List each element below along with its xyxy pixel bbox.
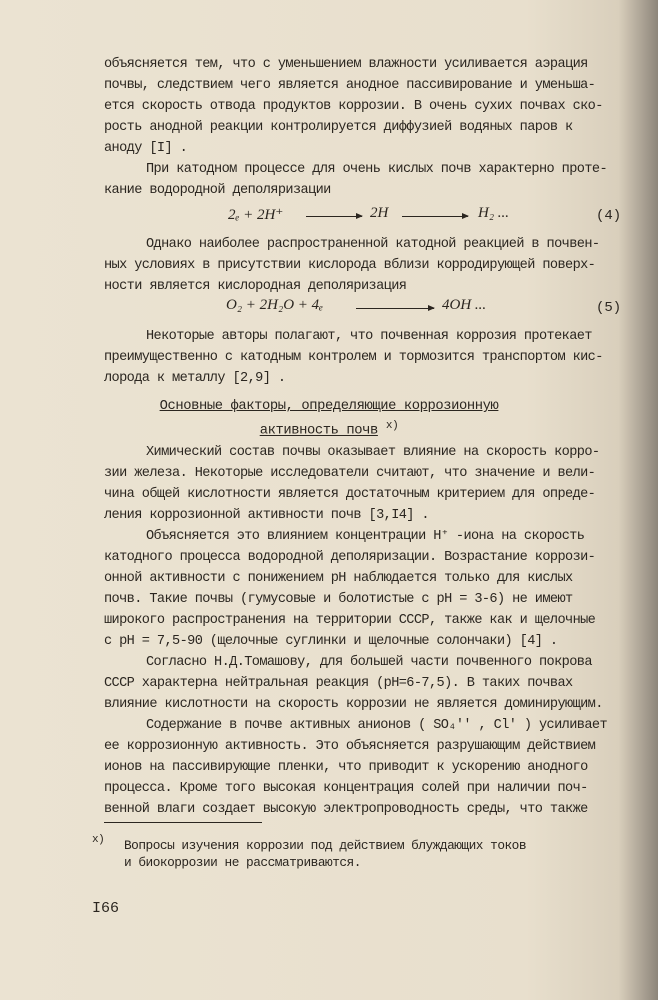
text-line: кание водородной деполяризации — [104, 183, 331, 198]
page-number: I66 — [92, 900, 120, 917]
arrow-icon — [356, 308, 434, 309]
eq4-left: 2ₑ + 2H⁺ — [228, 207, 284, 223]
footnote-marker: x) — [92, 834, 105, 846]
equation-number: (5) — [596, 300, 622, 316]
text-line: почвы, следствием чего является анодное пассивирование и уменьша- — [104, 78, 596, 93]
text-line: почв. Такие почвы (гумусовые и болотистые с pH = 3-6) не имеют — [104, 592, 573, 607]
arrow-icon — [306, 216, 362, 217]
text-line: При катодном процессе для очень кислых почв характерно проте- — [146, 162, 608, 177]
text-line: онной активности с понижением pH наблюдается только для кислых — [104, 571, 573, 586]
text-line: чина общей кислотности является достаточным критерием для опреде- — [104, 487, 596, 502]
text-line: преимущественно с катодным контролем и тормозится транспортом кис- — [104, 350, 603, 365]
text-line: зии железа. Некоторые исследователи считают, что значение и вели- — [104, 466, 596, 481]
text-line: Некоторые авторы полагают, что почвенная коррозия протекает — [146, 329, 592, 344]
eq5-right: 4OH ... — [442, 297, 487, 313]
text-line: ления коррозионной активности почв [3,I4] . — [104, 508, 429, 523]
section-heading: Основные факторы, определяющие коррозионную — [159, 399, 499, 414]
text-line: Однако наиболее распространенной катодной реакцией в почвен- — [146, 237, 600, 252]
text-line: лорода к металлу [2,9] . — [104, 371, 286, 386]
footnote-line: Вопросы изучения коррозии под действием блуждающих токов — [124, 838, 527, 853]
heading-line-2: активность почв — [259, 423, 378, 439]
text-line: ется скорость отвода продуктов коррозии. В очень сухих почвах ско- — [104, 99, 603, 114]
footnote-line: и биокоррозии не рассматриваются. — [124, 855, 361, 870]
footnote-rule — [104, 822, 262, 823]
text-line: ности является кислородная деполяризация — [104, 279, 407, 294]
text-line: СССР характерна нейтральная реакция (pH=6-7,5). В таких почвах — [104, 676, 573, 691]
text-line: Содержание в почве активных анионов ( SO₄'' , Cl' ) усиливает — [146, 718, 608, 733]
text-line: рость анодной реакции контролируется диффузией водяных паров к — [104, 120, 573, 135]
text-line: ных условиях в присутствии кислорода вблизи корродирующей поверх- — [104, 258, 596, 273]
text-line: с pH = 7,5-90 (щелочные суглинки и щелочные солончаки) [4] . — [104, 634, 558, 649]
text-line: Химический состав почвы оказывает влияние на скорость корро- — [146, 445, 600, 460]
eq4-right: H₂ ... — [478, 205, 510, 221]
text-line: Согласно Н.Д.Томашову, для большей части почвенного покрова — [146, 655, 592, 670]
equation-number: (4) — [596, 208, 622, 224]
text-line: аноду [I] . — [104, 141, 188, 156]
section-heading — [0, 417, 658, 441]
text-line: влияние кислотности на скорость коррозии не является доминирующим. — [104, 697, 603, 712]
text-line: объясняется тем, что с уменьшением влажности усиливается аэрация — [104, 57, 588, 72]
eq5-left: O₂ + 2H₂O + 4ₑ — [226, 297, 324, 313]
eq4-mid: 2H — [370, 205, 389, 221]
arrow-icon — [402, 216, 468, 217]
text-line: ионов на пассивирующие пленки, что приводит к ускорению анодного — [104, 760, 588, 775]
text-line: широкого распространения на территории СССР, также как и щелочные — [104, 613, 596, 628]
text-line: процесса. Кроме того высокая концентрация солей при наличии поч- — [104, 781, 588, 796]
text-line: Объясняется это влиянием концентрации H⁺ -иона на скорость — [146, 529, 585, 544]
text-line: венной влаги создает высокую электропроводность среды, что также — [104, 802, 588, 817]
text-line: катодного процесса водородной деполяризации. Возрастание коррози- — [104, 550, 596, 565]
text-line: ее коррозионную активность. Это объясняется разрушающим действием — [104, 739, 596, 754]
footnote-marker: x) — [385, 420, 399, 432]
